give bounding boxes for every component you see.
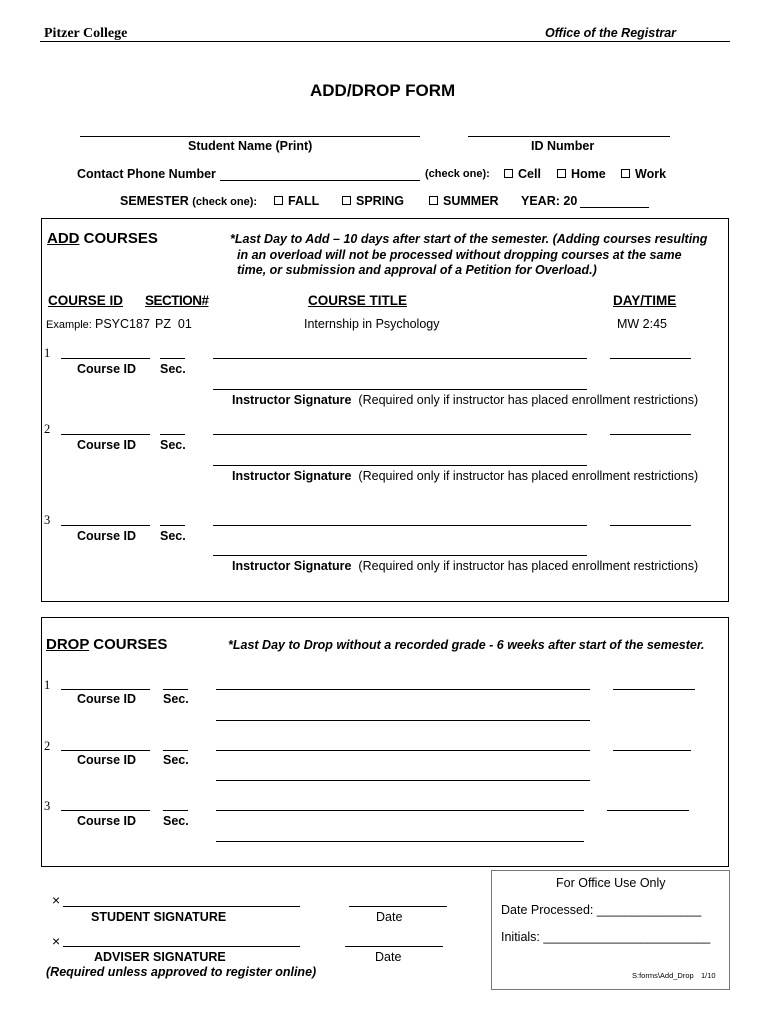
instructor-signature-line[interactable]	[213, 389, 587, 390]
add-note-3: time, or submission and approval of a Petition for Overload.)	[237, 263, 597, 277]
example-title: Internship in Psychology	[304, 317, 440, 331]
drop-extra-line[interactable]	[216, 780, 590, 781]
instructor-signature-label: Instructor Signature	[232, 559, 352, 573]
check-home[interactable]	[557, 167, 606, 181]
add-heading-courses: COURSES	[79, 230, 158, 247]
sec-label: Sec.	[160, 362, 186, 376]
drop-course-id-line[interactable]	[61, 689, 150, 690]
add-heading-add: ADD	[47, 230, 80, 247]
checkbox-icon	[274, 196, 283, 205]
add-sec-line[interactable]	[160, 434, 185, 435]
adviser-date-label: Date	[375, 950, 402, 964]
office-use-title: For Office Use Only	[556, 876, 666, 890]
col-course-id: COURSE ID	[48, 293, 124, 308]
drop-title-line[interactable]	[216, 689, 590, 690]
adviser-date-line[interactable]	[345, 946, 443, 947]
course-id-label: Course ID	[77, 529, 137, 543]
sec-label: Sec.	[160, 438, 186, 452]
drop-sec-line[interactable]	[163, 810, 188, 811]
fall-label: FALL	[288, 194, 320, 208]
add-daytime-line[interactable]	[610, 434, 691, 435]
date-processed[interactable]: Date Processed: _______________	[501, 903, 702, 917]
drop-heading-courses: COURSES	[89, 636, 168, 653]
course-id-label: Course ID	[77, 692, 137, 706]
check-summer[interactable]	[429, 194, 499, 208]
example-daytime: MW 2:45	[617, 317, 668, 331]
sec-label: Sec.	[163, 753, 189, 767]
drop-row-number: 1	[44, 678, 51, 692]
add-row-number: 2	[44, 422, 51, 436]
id-number-line[interactable]	[468, 136, 670, 137]
drop-daytime-line[interactable]	[613, 689, 695, 690]
add-sec-line[interactable]	[160, 358, 185, 359]
add-sec-line[interactable]	[160, 525, 185, 526]
drop-title-line[interactable]	[216, 810, 584, 811]
check-cell[interactable]	[504, 167, 541, 181]
example-label: Example:	[46, 319, 92, 331]
signature-note: (Required unless approved to register online)	[46, 965, 317, 979]
college-name: Pitzer College	[44, 26, 128, 41]
drop-heading-drop: DROP	[46, 636, 90, 653]
example-course-id: PSYC187	[95, 317, 150, 331]
checkbox-icon	[342, 196, 351, 205]
checkbox-icon	[504, 169, 513, 178]
student-name-line[interactable]	[80, 136, 420, 137]
check-fall[interactable]	[274, 194, 319, 208]
check-spring[interactable]	[342, 194, 404, 208]
semester-check-one: (check one):	[192, 196, 258, 208]
drop-courses-section	[41, 617, 729, 867]
drop-extra-line[interactable]	[216, 841, 584, 842]
instructor-signature-label: Instructor Signature	[232, 393, 352, 407]
office-name: Office of the Registrar	[545, 26, 677, 40]
phone-label: Contact Phone Number	[77, 167, 216, 181]
instructor-note: (Required only if instructor has placed enrollment restrictions)	[358, 393, 699, 407]
student-signature-label: STUDENT SIGNATURE	[91, 910, 227, 924]
col-section: SECTION#	[145, 293, 209, 308]
drop-note: *Last Day to Drop without a recorded grade - 6 weeks after start of the semester.	[228, 638, 705, 652]
semester-text: SEMESTER	[120, 194, 189, 208]
add-daytime-line[interactable]	[610, 358, 691, 359]
course-id-label: Course ID	[77, 753, 137, 767]
sec-label: Sec.	[163, 692, 189, 706]
adviser-signature-label: ADVISER SIGNATURE	[94, 950, 226, 964]
form-title: ADD/DROP FORM	[310, 81, 456, 100]
student-date-label: Date	[376, 910, 403, 924]
add-row-number: 3	[44, 513, 51, 527]
checkbox-icon	[557, 169, 566, 178]
instructor-signature-line[interactable]	[213, 465, 587, 466]
drop-daytime-line[interactable]	[607, 810, 689, 811]
add-title-line[interactable]	[213, 358, 587, 359]
year-label: YEAR: 20	[521, 194, 578, 208]
instructor-note: (Required only if instructor has placed enrollment restrictions)	[358, 559, 699, 573]
add-note-1: *Last Day to Add – 10 days after start of the semester. (Adding courses resulting	[230, 232, 708, 246]
check-work[interactable]	[621, 167, 666, 181]
drop-sec-line[interactable]	[163, 689, 188, 690]
add-course-id-line[interactable]	[61, 525, 150, 526]
footer-path: S:forms\Add_Drop	[632, 971, 694, 980]
home-label: Home	[571, 167, 606, 181]
phone-check-one: (check one):	[425, 168, 490, 180]
adviser-signature-line[interactable]	[63, 946, 300, 947]
instructor-signature-line[interactable]	[213, 555, 587, 556]
drop-heading	[46, 636, 167, 653]
drop-title-line[interactable]	[216, 750, 590, 751]
student-name-label: Student Name (Print)	[188, 139, 313, 153]
initials[interactable]: Initials: ________________________	[501, 930, 711, 944]
course-id-label: Course ID	[77, 438, 137, 452]
course-id-label: Course ID	[77, 814, 137, 828]
x-mark-icon: ×	[52, 933, 61, 949]
add-course-id-line[interactable]	[61, 358, 150, 359]
student-signature-line[interactable]	[63, 906, 300, 907]
instructor-note: (Required only if instructor has placed enrollment restrictions)	[358, 469, 699, 483]
drop-sec-line[interactable]	[163, 750, 188, 751]
checkbox-icon	[621, 169, 630, 178]
checkbox-icon	[429, 196, 438, 205]
instructor-signature-label: Instructor Signature	[232, 469, 352, 483]
sec-label: Sec.	[160, 529, 186, 543]
add-title-line[interactable]	[213, 434, 587, 435]
drop-daytime-line[interactable]	[613, 750, 691, 751]
header-rule	[40, 41, 730, 42]
drop-course-id-line[interactable]	[61, 750, 150, 751]
summer-label: SUMMER	[443, 194, 499, 208]
student-date-line[interactable]	[349, 906, 447, 907]
add-heading	[47, 230, 158, 247]
example-section: PZ 01	[155, 317, 192, 331]
sec-label: Sec.	[163, 814, 189, 828]
col-day-time: DAY/TIME	[613, 293, 677, 308]
instructor-signature	[232, 469, 698, 483]
instructor-signature	[232, 559, 698, 573]
spring-label: SPRING	[356, 194, 404, 208]
x-mark-icon: ×	[52, 892, 61, 908]
cell-label: Cell	[518, 167, 541, 181]
id-number-label: ID Number	[531, 139, 595, 153]
phone-line[interactable]	[220, 180, 420, 181]
add-row-number: 1	[44, 346, 51, 360]
drop-course-id-line[interactable]	[61, 810, 150, 811]
year-line[interactable]	[580, 207, 649, 208]
add-daytime-line[interactable]	[610, 525, 691, 526]
work-label: Work	[635, 167, 667, 181]
add-title-line[interactable]	[213, 525, 587, 526]
footer-version: 1/10	[701, 971, 716, 980]
add-course-id-line[interactable]	[61, 434, 150, 435]
drop-extra-line[interactable]	[216, 720, 590, 721]
drop-row-number: 2	[44, 739, 51, 753]
instructor-signature	[232, 393, 698, 407]
col-course-title: COURSE TITLE	[308, 293, 408, 308]
add-note-2: in an overload will not be processed without dropping courses at the same	[237, 248, 682, 262]
drop-row-number: 3	[44, 799, 51, 813]
semester-label	[120, 194, 257, 208]
course-id-label: Course ID	[77, 362, 137, 376]
